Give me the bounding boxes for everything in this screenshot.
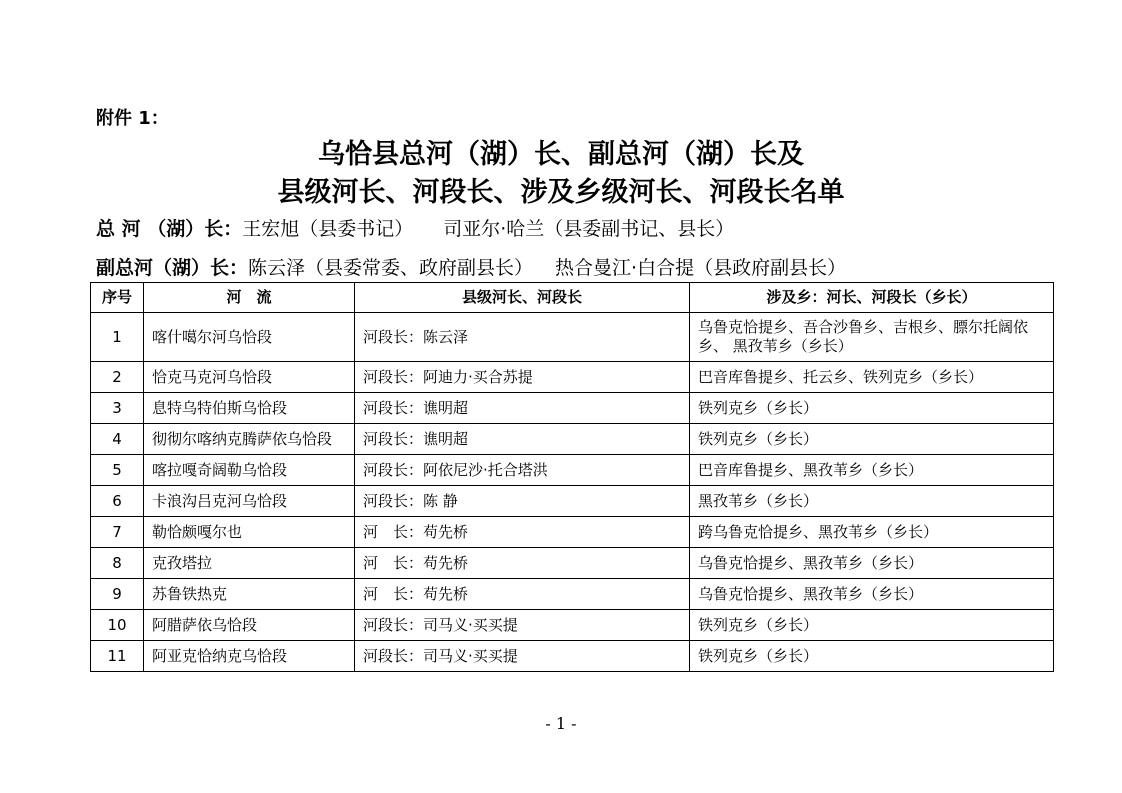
row-river: 阿亚克恰纳克乌恰段 xyxy=(144,641,355,672)
row-serial-no: 10 xyxy=(91,610,144,641)
row-township-leader: 跨乌鲁克恰提乡、黑孜苇乡（乡长） xyxy=(690,517,1054,548)
row-serial-no: 5 xyxy=(91,455,144,486)
table-row xyxy=(91,486,1054,517)
document-title-line-1: 乌恰县总河（湖）长、副总河（湖）长及 xyxy=(318,139,804,170)
row-serial-no: 6 xyxy=(91,486,144,517)
row-county-leader: 河段长：阿迪力·买合苏提 xyxy=(355,362,690,393)
row-county-leader: 河段长：谯明超 xyxy=(355,424,690,455)
vice-chief-person-2: 热合曼江·白合提（县政府副县长） xyxy=(555,257,847,279)
row-county-leader: 河 长：苟先桥 xyxy=(355,579,690,610)
row-township-leader: 乌鲁克恰提乡、黑孜苇乡（乡长） xyxy=(690,579,1054,610)
row-township-leader: 铁列克乡（乡长） xyxy=(690,393,1054,424)
document-title-line-2: 县级河长、河段长、涉及乡级河长、河段长名单 xyxy=(277,177,845,208)
row-serial-no: 9 xyxy=(91,579,144,610)
table-row xyxy=(91,424,1054,455)
header-county-leader: 县级河长、河段长 xyxy=(355,283,690,313)
table-row xyxy=(91,579,1054,610)
row-township-leader: 乌鲁克恰提乡、黑孜苇乡（乡长） xyxy=(690,548,1054,579)
row-township-leader: 乌鲁克恰提乡、吾合沙鲁乡、吉根乡、膘尔托阔依乡、 黑孜苇乡（乡长） xyxy=(690,313,1054,362)
vice-chief-person-1: 陈云泽（县委常委、政府副县长） xyxy=(248,257,534,279)
row-serial-no: 2 xyxy=(91,362,144,393)
row-township-leader: 铁列克乡（乡长） xyxy=(690,610,1054,641)
row-serial-no: 7 xyxy=(91,517,144,548)
header-township-leader: 涉及乡：河长、河段长（乡长） xyxy=(690,283,1054,313)
chief-label: 总 河 （湖）长： xyxy=(96,218,243,240)
vice-chief-label: 副总河（湖）长： xyxy=(96,257,249,279)
header-serial-no: 序号 xyxy=(91,283,144,313)
vice-chief-river-leader-line xyxy=(96,253,846,280)
row-township-leader: 巴音库鲁提乡、黑孜苇乡（乡长） xyxy=(690,455,1054,486)
row-river: 克孜塔拉 xyxy=(144,548,355,579)
row-county-leader: 河段长：司马义·买买提 xyxy=(355,610,690,641)
river-leader-table xyxy=(90,282,1054,672)
row-township-leader: 巴音库鲁提乡、托云乡、铁列克乡（乡长） xyxy=(690,362,1054,393)
row-county-leader: 河段长：司马义·买买提 xyxy=(355,641,690,672)
row-serial-no: 8 xyxy=(91,548,144,579)
row-river: 息特乌特伯斯乌恰段 xyxy=(144,393,355,424)
table-row xyxy=(91,610,1054,641)
row-county-leader: 河 长：苟先桥 xyxy=(355,517,690,548)
attachment-label: 附件 1： xyxy=(96,108,169,129)
row-county-leader: 河段长：陈 静 xyxy=(355,486,690,517)
row-county-leader: 河段长：阿依尼沙·托合塔洪 xyxy=(355,455,690,486)
row-river: 阿腊萨依乌恰段 xyxy=(144,610,355,641)
row-county-leader: 河段长：陈云泽 xyxy=(355,313,690,362)
row-serial-no: 1 xyxy=(91,313,144,362)
row-river: 喀拉嘎奇阔勒乌恰段 xyxy=(144,455,355,486)
table-row xyxy=(91,313,1054,362)
row-township-leader: 铁列克乡（乡长） xyxy=(690,641,1054,672)
chief-river-leader-line xyxy=(96,214,734,241)
row-river: 苏鲁铁热克 xyxy=(144,579,355,610)
table-row xyxy=(91,517,1054,548)
row-county-leader: 河段长：谯明超 xyxy=(355,393,690,424)
page-number: - 1 - xyxy=(545,714,577,733)
row-serial-no: 3 xyxy=(91,393,144,424)
table-row xyxy=(91,548,1054,579)
table-row xyxy=(91,641,1054,672)
row-river: 彻彻尔喀纳克腾萨依乌恰段 xyxy=(144,424,355,455)
row-river: 卡浪沟吕克河乌恰段 xyxy=(144,486,355,517)
row-river: 勒恰颇嘎尔也 xyxy=(144,517,355,548)
chief-person-1: 王宏旭（县委书记） xyxy=(242,218,414,240)
row-serial-no: 11 xyxy=(91,641,144,672)
chief-person-2: 司亚尔·哈兰（县委副书记、县长） xyxy=(443,218,735,240)
header-river: 河 流 xyxy=(144,283,355,313)
row-county-leader: 河 长：苟先桥 xyxy=(355,548,690,579)
row-township-leader: 铁列克乡（乡长） xyxy=(690,424,1054,455)
table-row xyxy=(91,455,1054,486)
row-river: 恰克马克河乌恰段 xyxy=(144,362,355,393)
row-township-leader: 黑孜苇乡（乡长） xyxy=(690,486,1054,517)
row-river: 喀什噶尔河乌恰段 xyxy=(144,313,355,362)
table-header-row xyxy=(91,283,1054,313)
table-row xyxy=(91,393,1054,424)
row-serial-no: 4 xyxy=(91,424,144,455)
table-row xyxy=(91,362,1054,393)
